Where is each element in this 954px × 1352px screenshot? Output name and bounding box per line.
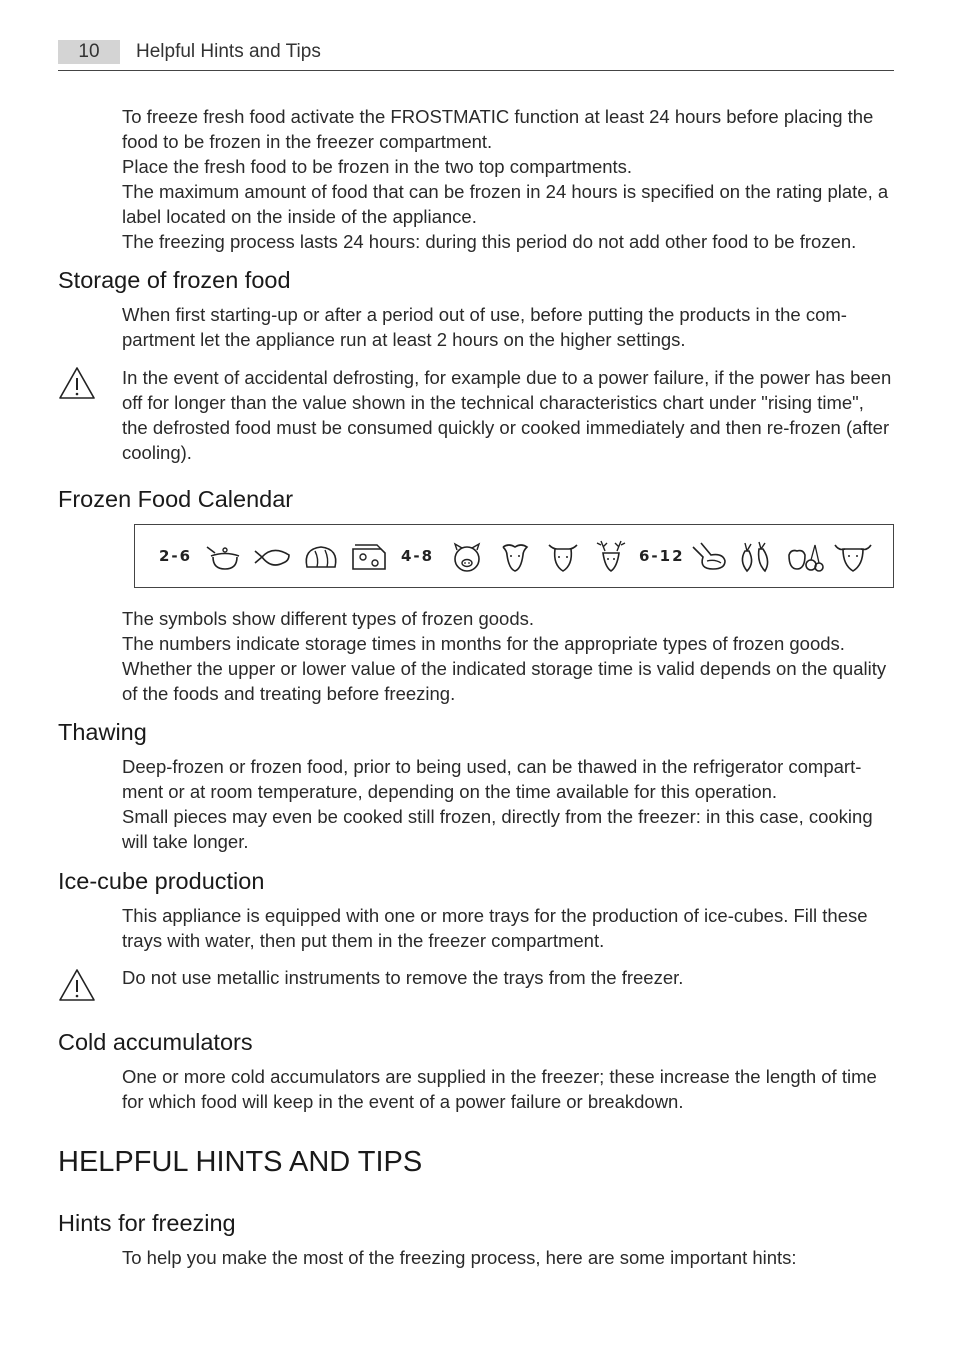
- thawing-heading: Thawing: [58, 719, 147, 745]
- page-number: 10: [58, 40, 120, 64]
- calendar-line: The symbols show different types of frozen goods.: [122, 608, 535, 629]
- cold-heading: Cold accumulators: [58, 1029, 253, 1055]
- beef-icon: [833, 539, 873, 575]
- hints-text: [122, 1245, 894, 1270]
- calendar-line: Whether the upper or lower value of the indicated storage time is valid depends on the quality of the foods and treating before freezing.: [122, 658, 887, 704]
- soup-pot-icon: [203, 539, 243, 575]
- calendar-text: [122, 606, 894, 706]
- storage-text: [122, 302, 894, 352]
- storage-warning-text: In the event of accidental defrosting, for example due to a power failure, if the power has been off for longer than the value shown in the technical characteristics chart under "rising time", the defrosted food must be consumed quickly or cooked immediately and then re-frozen (after cooling).: [122, 367, 892, 463]
- calendar-line: The numbers indicate storage times in months for the appropriate types of frozen goods.: [122, 633, 845, 654]
- deer-icon: [591, 539, 631, 575]
- warning-icon: [58, 968, 96, 1002]
- thawing-line: Deep-frozen or frozen food, prior to being used, can be thawed in the refrigerator compart-ment or at room temperature, depending on the time available for this operation.: [122, 756, 862, 802]
- icecube-paragraph: This appliance is equipped with one or more trays for the production of ice-cubes. Fill these trays with water, then put them in the freezer compartment.: [122, 905, 868, 951]
- intro-line: The freezing process lasts 24 hours: during this period do not add other food to be frozen.: [122, 231, 857, 252]
- icecube-warning: [122, 965, 894, 990]
- cold-paragraph: One or more cold accumulators are supplied in the freezer; these increase the length of time for which food will keep in the event of a power failure or breakdown.: [122, 1066, 877, 1112]
- bread-icon: [301, 539, 341, 575]
- storage-heading: Storage of frozen food: [58, 267, 291, 293]
- intro-line: Place the fresh food to be frozen in the two top compartments.: [122, 156, 633, 177]
- icecube-heading: Ice-cube production: [58, 868, 265, 894]
- cold-text: [122, 1064, 894, 1114]
- icecube-warning-text: Do not use metallic instruments to remove the trays from the freezer.: [122, 967, 684, 988]
- thawing-line: Small pieces may even be cooked still frozen, directly from the freezer: in this case, cooking will take longer.: [122, 806, 873, 852]
- thawing-text: [122, 754, 894, 854]
- storage-paragraph: When first starting-up or after a period out of use, before putting the products in the com-partment let the appliance run at least 2 hours on the higher settings.: [122, 304, 847, 350]
- intro-text: [122, 104, 894, 254]
- fruit-icon: [785, 539, 825, 575]
- frozen-food-calendar: [134, 524, 894, 588]
- cheese-icon: [349, 539, 389, 575]
- intro-line: The maximum amount of food that can be frozen in 24 hours is specified on the rating plate, a label located on the inside of the appliance.: [122, 181, 889, 227]
- storage-months-label: 2-6: [159, 547, 193, 565]
- lamb-icon: [495, 539, 535, 575]
- hints-heading: Hints for freezing: [58, 1210, 236, 1236]
- fish-icon: [253, 539, 293, 575]
- storage-months-label: 4-8: [401, 547, 435, 565]
- storage-months-label: 6-12: [639, 547, 685, 565]
- pig-icon: [447, 539, 487, 575]
- header-rule: [58, 70, 894, 71]
- warning-icon: [58, 366, 96, 400]
- section-title: HELPFUL HINTS AND TIPS: [58, 1146, 423, 1178]
- hints-paragraph: To help you make the most of the freezing process, here are some important hints:: [122, 1247, 797, 1268]
- poultry-icon: [689, 539, 729, 575]
- storage-warning: [122, 365, 894, 465]
- calendar-heading: Frozen Food Calendar: [58, 486, 294, 512]
- icecube-text: [122, 903, 894, 953]
- vegetables-icon: [737, 539, 777, 575]
- running-title: Helpful Hints and Tips: [136, 41, 321, 62]
- calf-icon: [543, 539, 583, 575]
- intro-line: To freeze fresh food activate the FROSTMATIC function at least 24 hours before placing the food to be frozen in the freezer compartment.: [122, 106, 874, 152]
